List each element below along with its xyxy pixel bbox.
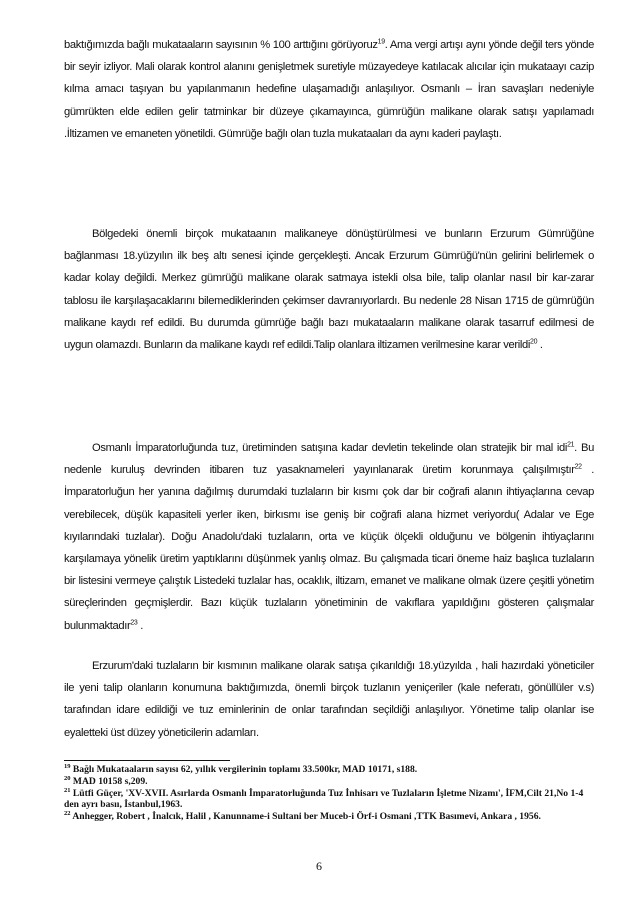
footnote-ref-22[interactable]: 22 [574,463,582,471]
paragraph-1-text-b: . Ama vergi artışı aynı yönde değil ters yönde bir seyir izliyor. Mali olarak kontrol alanını genişletmek suretiyle müzayedeye katılacak alıcılar için mukataayı cazip kılma amacı taşıyan bu yapılanmanın hedefine ulaşamadığı anlaşılıyor. Osmanlı – İran savaşları nedeniyle gümrükten elde edilen gelir tatminkar bir düzeye çıkamayınca, gümrüğün malikane olarak satışı yapılamadı .İltizamen ve emaneten yönetildi. Gümrüğe bağlı olan tuzla mukataaları da aynı kaderi paylaştı. [64,39,594,140]
footnote-ref-19[interactable]: 19 [377,38,385,46]
footnotes [64,764,594,823]
footnote-ref-21[interactable]: 21 [567,441,575,449]
footnote-text: Bağlı Mukataaların sayısı 62, yıllık vergilerinin toplamı 33.500kr, MAD 10171, s188. [70,764,418,775]
footnote-19 [64,764,594,776]
footnote-21 [64,788,594,812]
paragraph-3-text-a: Osmanlı İmparatorluğunda tuz, üretiminden satışına kadar devletin tekelinde olan stratejik bir mal idi [92,442,568,454]
footnote-number: 22 [64,810,71,817]
footnote-ref-20[interactable]: 20 [530,338,538,346]
footnote-22 [64,811,594,823]
footnote-ref-23[interactable]: 23 [130,618,138,626]
paragraph-4 [64,655,594,744]
paragraph-3 [64,437,594,637]
footnote-number: 20 [64,774,71,782]
paragraph-1-text-a: baktığımızda bağlı mukataaların sayısının % 100 arttığını görüyoruz [64,39,378,51]
page-number: 6 [316,859,322,873]
paragraph-2 [64,223,594,356]
paragraph-3-text-c: . İmparatorluğun her yanına dağılmış durumdaki tuzlaların bir kısmı çok dar bir coğrafi alanın ihtiyaçlarına cevap verebilecek, düşük kapasiteli yerler iken, birkısmı ise geniş bir coğrafi alana hizmet veriyordu( Adalar ve Ege kıyılarındaki tuzlalar). Doğu Anadolu'daki tuzlaların, orta ve küçük ölçekli olduğunu ve bölgenin ihtiyaçlarını karşılamaya yönelik üretim yaptıklarını düşünmek yanlış olmaz. Bu çalışmada ticari öneme haiz başlıca tuzlaların bir listesini vermeye çalıştık Listedeki tuzlalar has, ocaklık, iltizam, emanet ve malikane olmak üzere çeşitli yönetim süreçlerinden geçmişlerdir. Bazı küçük tuzlaların yönetiminin de vakıflara yapıldığını gösteren çalışmalar bulunmaktadır [64,464,594,632]
footnote-text: Lütfi Güçer, 'XV-XVII. Asırlarda Osmanlı İmparatorluğunda Tuz İnhisarı ve Tuzlaların İşletme Nizamı', İFM,Cilt 21,No 1-4 den ayrı basıı, İstanbul,1963. [64,787,584,811]
footnote-number: 21 [64,786,71,794]
paragraph-3-text-b: . Bu nedenle kuruluş devrinden itibaren tuz yasaknameleri yayınlanarak üretim korunmaya çalışılmıştır [64,442,594,477]
footnote-20 [64,776,594,788]
footnote-text: MAD 10158 s,209. [70,775,148,787]
paragraph-4-text-a: Erzurum'daki tuzlaların bir kısmının malikane olarak satışa çıkarıldığı 18.yüzyılda , hali hazırdaki yöneticiler ile yeni talip olanların konumuna baktığımızda, önemli birçok tuzlanın yeniçeriler (kale neferatı, gönüllüler v.s) tarafından idare edildiği ve tuz eminlerinin de onlar tarafından seçildiği anlaşılıyor. Yönetime talip olanlar ise eyaletteki üst düzey yöneticilerin adamları. [64,660,594,739]
footnote-number: 19 [64,762,71,770]
paragraph-2-text-a: Bölgedeki önemli birçok mukataanın malikaneye dönüştürülmesi ve bunların Erzurum Gümrüğüne bağlanması 18.yüzyılın ilk beş altı senesi içinde gerçekleşti. Ancak Erzurum Gümrüğü'nün gelirini belirlemek o kadar kolay değildi. Merkez gümrüğü malikane olarak satmaya istekli olsa bile, talip olanlar nasıl bir kar-zarar tablosu ile karşılaşacaklarını bilemediklerinden çekimser davranıyorlardı. Bu nedenle 28 Nisan 1715 de gümrüğün malikane kaydı ref edildi. Bu durumda gümrüğe bağlı bazı mukataaların malikane olarak tasarruf edilmesi de uygun olamazdı. Bunların da malikane kaydı ref edildi.Talip olanlara iltizamen verilmesine karar verildi [64,228,594,352]
paragraph-2-text-b: . [537,339,543,352]
paragraph-3-text-d: . [137,619,143,632]
paragraph-1 [64,34,594,145]
footnote-text: Anhegger, Robert , İnalcık, Halil , Kanunname-i Sultani ber Muceb-i Örf-i Osmani ,TTK Basımevi, Ankara , 1956. [70,811,541,823]
footnote-separator [64,760,230,761]
